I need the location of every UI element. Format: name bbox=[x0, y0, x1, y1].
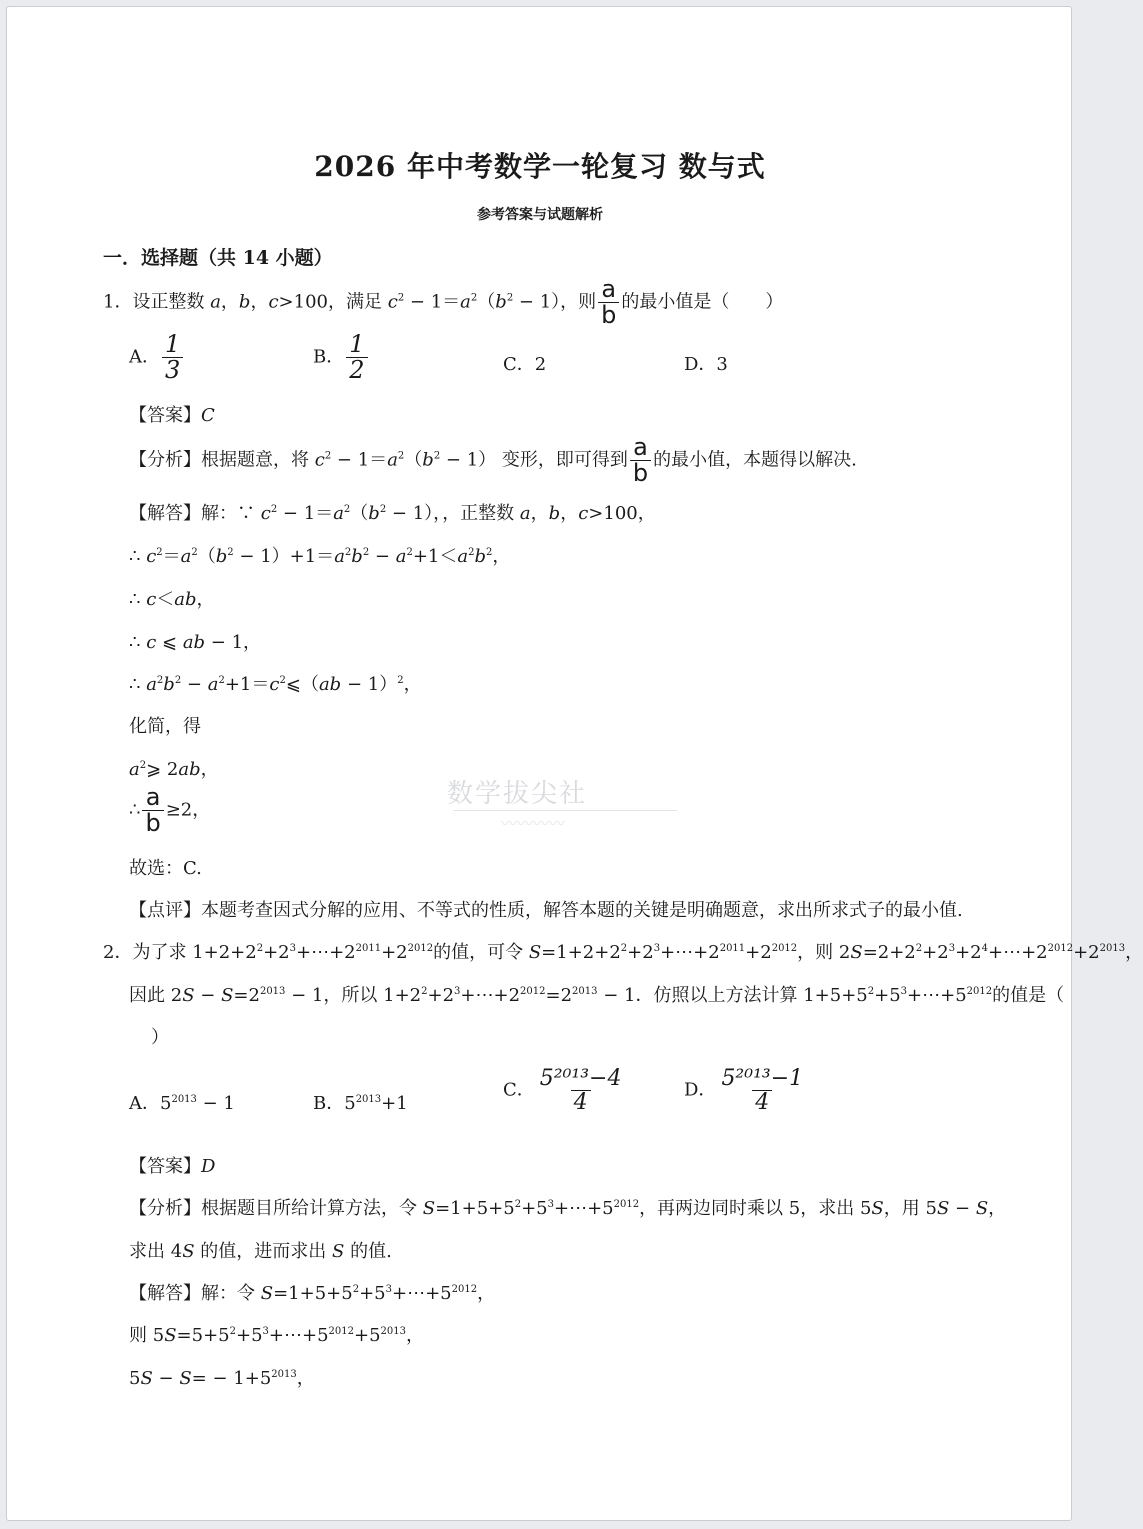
q2-answer: 【答案】D bbox=[129, 1156, 216, 1177]
q1-option-c: C．2 bbox=[503, 354, 547, 375]
q1-solution-line7: ∴ $\frac{a}{b}$ ≥2， bbox=[129, 783, 211, 838]
q1-solution-line4: ∴ c ⩽ ab − 1， bbox=[129, 632, 262, 653]
q1-simplify: 化简，得 bbox=[129, 716, 201, 737]
page-title: 2026 年中考数学一轮复习 数与式 bbox=[314, 150, 766, 183]
q1-solution-line2: ∴ $c^2=a^2(b^2 - 1)+1=a^2b^2 - a^2+1<a^2b^2$， bbox=[129, 546, 511, 567]
q1-conclusion: 故选：C. bbox=[129, 858, 202, 879]
q1-option-d: D．3 bbox=[684, 354, 728, 375]
q2-solution-line3: $5S - S= - 1+5^{2013}$， bbox=[129, 1368, 315, 1389]
q1-stem: 1．设正整数 a，b，c>100，满足 $c^2 - 1=a^2(b^2 - 1)$，则 $\frac{a}{b}$ 的最小值是（ ） bbox=[103, 275, 784, 330]
q1-option-b: B． $\frac{1}{2}$ bbox=[313, 332, 370, 383]
section-heading: 一．选择题（共 14 小题） bbox=[103, 247, 333, 269]
page-subtitle: 参考答案与试题解析 bbox=[477, 207, 603, 223]
q2-option-b: B．$5^{2013}+1$ bbox=[313, 1093, 408, 1114]
q2-option-c: C． $\frac{\text{5²⁰¹³−4}}{4}$ bbox=[503, 1066, 622, 1116]
q2-analysis-line1: 【分析】根据题目所给计算方法，令 $S=1+5+5^2+5^3+\cdots+5^{2012}$，再两边同时乘以 5，求出 5S，用 5S − S， bbox=[129, 1198, 1007, 1219]
q2-option-a: A．$5^{2013} - 1$ bbox=[129, 1093, 235, 1114]
q1-analysis: 【分析】根据题意，将 $c^2 - 1=a^2(b^2 - 1)$ 变形，即可得到 $\frac{a}{b}$ 的最小值，本题得以解决. bbox=[129, 433, 857, 488]
q1-solution-line5: ∴ $a^2b^2$ − $a^2+1=c^2⩽(ab - 1)^2$， bbox=[129, 674, 422, 695]
q2-option-d: D． $\frac{\text{5²⁰¹³−1}}{4}$ bbox=[684, 1066, 804, 1116]
q2-stem-line2: 因此 $2S - S=2^{2013} - 1$，所以 $1+2^2+2^3+\cdots+2^{2012}=2^{2013} - 1$．仿照以上方法计算 $1+5+5^2+5^3+\cdots+5^{2012}$的值是（ bbox=[129, 985, 1065, 1006]
q1-option-a: A． $\frac{1}{3}$ bbox=[129, 332, 185, 383]
watermark-wave-icon: 〰〰〰〰 bbox=[501, 814, 566, 833]
q1-fraction-a-over-b: $\frac{a}{b}$ bbox=[598, 277, 619, 328]
q1-solution-line6: $a^2⩾$ 2ab， bbox=[129, 759, 219, 780]
q2-stem-line3: ） bbox=[151, 1027, 169, 1048]
q2-solution-line1: 【解答】解：令 $S=1+5+5^2+5^3+\cdots+5^{2012}$， bbox=[129, 1283, 496, 1304]
q2-solution-line2: 则 $5S=5+5^2+5^3+\cdots+5^{2012}+5^{2013}$， bbox=[129, 1325, 424, 1346]
watermark-text: 数学拔尖社 bbox=[447, 779, 588, 809]
q1-answer: 【答案】C bbox=[129, 405, 215, 426]
q2-stem-line1: 2．为了求 $1+2+2^2+2^3+\cdots+2^{2011}+2^{2012}$的值，可令 $S=1+2+2^2+2^3+\cdots+2^{2011}+2^{2012}$，则 $2S=2+2^2+2^3+2^4+\cdots+2^{2012}+2^{2013}$， bbox=[103, 942, 1143, 963]
q1-solution-line1: 【解答】解：∵ $c^2 - 1=a^2(b^2 - 1)$，，正整数 a，b，c>100， bbox=[129, 503, 656, 524]
document-page bbox=[6, 6, 1143, 1521]
q1-review: 【点评】本题考查因式分解的应用、不等式的性质，解答本题的关键是明确题意，求出所求式子的最小值. bbox=[129, 900, 963, 921]
q1-solution-line3: ∴ c＜ab， bbox=[129, 589, 215, 610]
q2-analysis-line2: 求出 4S 的值，进而求出 S 的值. bbox=[129, 1241, 392, 1262]
